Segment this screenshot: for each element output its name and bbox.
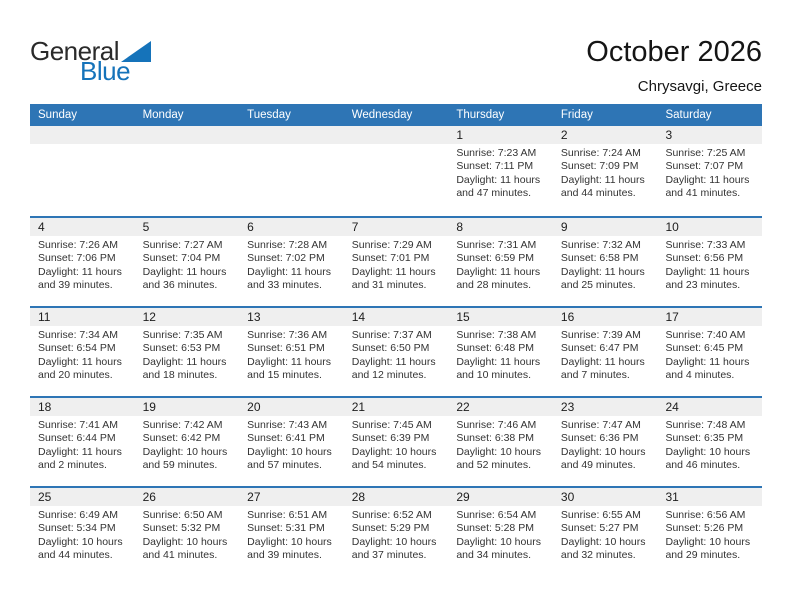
day-number-band xyxy=(657,126,762,144)
detail-line: Daylight: 11 hours xyxy=(38,355,122,368)
detail-line: and 41 minutes. xyxy=(665,187,741,200)
day-number: 28 xyxy=(351,490,366,504)
day-number-band xyxy=(239,398,344,416)
day-number-band xyxy=(448,398,553,416)
detail-line: Daylight: 11 hours xyxy=(142,355,227,368)
day-cell-22[interactable] xyxy=(448,398,553,486)
detail-line: and 44 minutes. xyxy=(560,187,636,200)
day-cell-19[interactable] xyxy=(135,398,240,486)
day-number-band xyxy=(30,218,135,236)
detail-line: and 2 minutes. xyxy=(38,459,107,472)
day-number: 12 xyxy=(142,310,156,324)
day-cell-10[interactable] xyxy=(657,218,762,306)
day-number-band xyxy=(448,126,553,144)
day-details xyxy=(135,236,240,293)
day-number: 6 xyxy=(247,220,254,234)
page-title: October 2026 xyxy=(586,36,762,68)
day-cell-8[interactable] xyxy=(448,218,553,306)
day-details xyxy=(135,144,240,147)
detail-line: and 18 minutes. xyxy=(142,369,218,382)
day-number-band xyxy=(657,308,762,326)
detail-line: Sunset: 7:01 PM xyxy=(351,252,430,265)
detail-line: Daylight: 10 hours xyxy=(665,445,751,458)
day-cell-23[interactable] xyxy=(553,398,658,486)
day-details xyxy=(657,144,762,201)
detail-line: and 15 minutes. xyxy=(247,369,322,382)
day-number: 1 xyxy=(456,128,463,142)
day-number: 23 xyxy=(560,400,575,414)
detail-line: and 33 minutes. xyxy=(247,279,322,292)
detail-line: Daylight: 10 hours xyxy=(456,445,541,458)
detail-line: Sunset: 5:27 PM xyxy=(560,522,639,535)
day-number-band xyxy=(657,488,762,506)
day-details xyxy=(30,236,135,293)
day-cell-24[interactable] xyxy=(657,398,762,486)
detail-line: and 34 minutes. xyxy=(456,549,532,562)
detail-line: Daylight: 11 hours xyxy=(142,265,227,278)
detail-line: Sunset: 6:54 PM xyxy=(38,342,116,355)
detail-line: Sunrise: 6:54 AM xyxy=(456,509,537,521)
day-number: 26 xyxy=(142,490,156,504)
day-number-band xyxy=(344,488,449,506)
detail-line: Sunset: 5:26 PM xyxy=(665,522,744,535)
day-cell-29[interactable] xyxy=(448,488,553,576)
detail-line: Sunset: 5:32 PM xyxy=(142,522,221,535)
day-number: 24 xyxy=(665,400,679,414)
day-cell-12[interactable] xyxy=(135,308,240,396)
detail-line: and 29 minutes. xyxy=(665,549,741,562)
day-number: 22 xyxy=(456,400,470,414)
detail-line: Sunrise: 7:28 AM xyxy=(247,239,328,251)
detail-line: Daylight: 11 hours xyxy=(456,355,541,368)
weeks-container xyxy=(30,126,762,576)
detail-line: Daylight: 11 hours xyxy=(560,265,645,278)
detail-line: Sunrise: 7:42 AM xyxy=(142,419,223,431)
day-details xyxy=(657,236,762,293)
detail-line: Sunset: 7:06 PM xyxy=(38,252,116,265)
day-details xyxy=(239,326,344,383)
day-details xyxy=(344,416,449,473)
detail-line: Sunrise: 7:41 AM xyxy=(38,419,118,431)
detail-line: Daylight: 10 hours xyxy=(247,535,332,548)
day-number-band xyxy=(448,488,553,506)
week-row xyxy=(30,306,762,396)
day-cell-21[interactable] xyxy=(344,398,449,486)
detail-line: Sunset: 6:56 PM xyxy=(665,252,744,265)
detail-line: Daylight: 11 hours xyxy=(665,355,750,368)
weekday-header-sunday: Sunday xyxy=(38,109,78,121)
day-number: 29 xyxy=(456,490,470,504)
day-details xyxy=(135,326,240,383)
day-number: 14 xyxy=(351,310,366,324)
detail-line: and 28 minutes. xyxy=(456,279,532,292)
day-details xyxy=(657,326,762,383)
day-number-band xyxy=(135,126,240,144)
day-details xyxy=(239,416,344,473)
day-details xyxy=(344,506,449,563)
day-number: 13 xyxy=(247,310,261,324)
detail-line: Daylight: 10 hours xyxy=(665,535,751,548)
weekday-header-monday: Monday xyxy=(142,109,184,121)
detail-line: Sunset: 6:48 PM xyxy=(456,342,534,355)
detail-line: and 32 minutes. xyxy=(560,549,636,562)
day-details xyxy=(344,144,449,147)
day-number: 19 xyxy=(142,400,156,414)
day-details xyxy=(239,506,344,563)
detail-line: Daylight: 10 hours xyxy=(142,445,228,458)
day-details xyxy=(344,236,449,293)
day-details xyxy=(239,236,344,293)
empty-day-cell xyxy=(135,126,240,216)
day-details xyxy=(30,144,135,147)
day-cell-9[interactable] xyxy=(553,218,658,306)
detail-line: Daylight: 11 hours xyxy=(560,173,645,186)
detail-line: and 47 minutes. xyxy=(456,187,532,200)
day-number: 30 xyxy=(560,490,575,504)
detail-line: Sunrise: 7:23 AM xyxy=(456,147,537,159)
calendar-table xyxy=(30,104,762,576)
day-number: 3 xyxy=(665,128,673,142)
detail-line: and 46 minutes. xyxy=(665,459,741,472)
day-details xyxy=(448,236,553,293)
detail-line: Sunrise: 7:39 AM xyxy=(560,329,641,341)
day-number-band xyxy=(135,308,240,326)
detail-line: Sunrise: 7:32 AM xyxy=(560,239,641,251)
day-details xyxy=(553,326,658,383)
day-details xyxy=(657,416,762,473)
page-subtitle: Chrysavgi, Greece xyxy=(637,78,762,95)
day-details xyxy=(553,416,658,473)
day-cell-17[interactable] xyxy=(657,308,762,396)
day-number-band xyxy=(657,218,762,236)
weekday-header-wednesday: Wednesday xyxy=(351,109,413,121)
day-number-band xyxy=(239,488,344,506)
day-details xyxy=(448,506,553,563)
detail-line: and 23 minutes. xyxy=(665,279,741,292)
logo-text-blue: Blue xyxy=(80,56,131,86)
detail-line: Daylight: 11 hours xyxy=(247,355,332,368)
detail-line: Sunset: 7:09 PM xyxy=(560,160,639,173)
detail-line: Sunrise: 7:38 AM xyxy=(456,329,537,341)
detail-line: Daylight: 11 hours xyxy=(456,173,541,186)
detail-line: and 39 minutes. xyxy=(38,279,113,292)
day-number: 10 xyxy=(665,220,679,234)
day-details xyxy=(448,416,553,473)
detail-line: Sunrise: 6:56 AM xyxy=(665,509,746,521)
day-number-band xyxy=(657,398,762,416)
detail-line: Daylight: 10 hours xyxy=(351,535,437,548)
detail-line: and 25 minutes. xyxy=(560,279,636,292)
detail-line: Sunrise: 7:24 AM xyxy=(560,147,641,159)
day-number-band xyxy=(448,218,553,236)
detail-line: Sunrise: 6:50 AM xyxy=(142,509,223,521)
detail-line: Sunset: 6:42 PM xyxy=(142,432,221,445)
detail-line: and 41 minutes. xyxy=(142,549,218,562)
day-cell-6[interactable] xyxy=(239,218,344,306)
weekday-header-saturday: Saturday xyxy=(665,109,712,121)
day-cell-5[interactable] xyxy=(135,218,240,306)
day-number-band xyxy=(448,308,553,326)
day-cell-27[interactable] xyxy=(239,488,344,576)
day-number-band xyxy=(239,218,344,236)
day-cell-3[interactable] xyxy=(657,126,762,216)
detail-line: Sunset: 6:38 PM xyxy=(456,432,534,445)
detail-line: Daylight: 10 hours xyxy=(560,445,646,458)
detail-line: Daylight: 11 hours xyxy=(665,265,750,278)
week-row xyxy=(30,126,762,216)
day-number: 8 xyxy=(456,220,463,234)
day-number: 17 xyxy=(665,310,679,324)
day-number: 27 xyxy=(247,490,261,504)
week-row xyxy=(30,396,762,486)
detail-line: Daylight: 11 hours xyxy=(247,265,332,278)
detail-line: Sunset: 6:36 PM xyxy=(560,432,639,445)
detail-line: Sunset: 5:29 PM xyxy=(351,522,430,535)
logo-text-general: General xyxy=(30,36,119,66)
day-number: 5 xyxy=(142,220,150,234)
detail-line: Daylight: 10 hours xyxy=(247,445,332,458)
detail-line: and 20 minutes. xyxy=(38,369,113,382)
day-cell-30[interactable] xyxy=(553,488,658,576)
day-number: 4 xyxy=(38,220,45,234)
day-number-band xyxy=(344,218,449,236)
day-details xyxy=(239,144,344,147)
detail-line: Daylight: 10 hours xyxy=(142,535,228,548)
detail-line: and 54 minutes. xyxy=(351,459,427,472)
detail-line: and 49 minutes. xyxy=(560,459,636,472)
day-cell-31[interactable] xyxy=(657,488,762,576)
detail-line: Sunrise: 7:29 AM xyxy=(351,239,432,251)
detail-line: Sunset: 6:39 PM xyxy=(351,432,430,445)
detail-line: Sunset: 5:34 PM xyxy=(38,522,116,535)
detail-line: and 59 minutes. xyxy=(142,459,218,472)
detail-line: Daylight: 10 hours xyxy=(38,535,123,548)
day-details xyxy=(553,506,658,563)
general-blue-logo xyxy=(30,38,151,84)
day-cell-4[interactable] xyxy=(30,218,135,306)
day-cell-18[interactable] xyxy=(30,398,135,486)
detail-line: Sunset: 6:51 PM xyxy=(247,342,325,355)
day-number: 7 xyxy=(351,220,359,234)
detail-line: Daylight: 11 hours xyxy=(38,265,122,278)
detail-line: Sunrise: 6:51 AM xyxy=(247,509,328,521)
day-cell-1[interactable] xyxy=(448,126,553,216)
day-number: 2 xyxy=(560,128,568,142)
day-details xyxy=(135,416,240,473)
day-details xyxy=(344,326,449,383)
day-number-band xyxy=(135,218,240,236)
day-details xyxy=(135,506,240,563)
day-cell-28[interactable] xyxy=(344,488,449,576)
detail-line: Sunrise: 7:47 AM xyxy=(560,419,641,431)
day-cell-7[interactable] xyxy=(344,218,449,306)
detail-line: Sunset: 6:45 PM xyxy=(665,342,744,355)
detail-line: Sunset: 7:11 PM xyxy=(456,160,534,173)
day-cell-20[interactable] xyxy=(239,398,344,486)
day-number-band xyxy=(553,126,658,144)
detail-line: and 37 minutes. xyxy=(351,549,427,562)
detail-line: Sunset: 7:02 PM xyxy=(247,252,325,265)
day-cell-15[interactable] xyxy=(448,308,553,396)
day-number-band xyxy=(30,398,135,416)
day-number-band xyxy=(30,488,135,506)
detail-line: Sunset: 5:28 PM xyxy=(456,522,534,535)
detail-line: and 44 minutes. xyxy=(38,549,113,562)
detail-line: Sunrise: 7:35 AM xyxy=(142,329,223,341)
day-number-band xyxy=(553,398,658,416)
day-details xyxy=(30,506,135,563)
day-number: 18 xyxy=(38,400,52,414)
detail-line: Daylight: 10 hours xyxy=(456,535,541,548)
detail-line: Sunset: 6:41 PM xyxy=(247,432,325,445)
detail-line: and 36 minutes. xyxy=(142,279,218,292)
detail-line: Sunrise: 7:33 AM xyxy=(665,239,746,251)
detail-line: Daylight: 10 hours xyxy=(560,535,646,548)
day-cell-14[interactable] xyxy=(344,308,449,396)
week-row xyxy=(30,216,762,306)
day-cell-25[interactable] xyxy=(30,488,135,576)
detail-line: Sunrise: 7:45 AM xyxy=(351,419,432,431)
detail-line: Sunrise: 7:25 AM xyxy=(665,147,746,159)
day-number-band xyxy=(344,398,449,416)
detail-line: Sunset: 6:53 PM xyxy=(142,342,221,355)
detail-line: and 10 minutes. xyxy=(456,369,532,382)
day-cell-26[interactable] xyxy=(135,488,240,576)
day-cell-11[interactable] xyxy=(30,308,135,396)
title-block xyxy=(586,36,762,95)
detail-line: Sunrise: 6:55 AM xyxy=(560,509,641,521)
detail-line: Sunrise: 7:48 AM xyxy=(665,419,746,431)
detail-line: Sunrise: 7:46 AM xyxy=(456,419,537,431)
detail-line: Sunset: 6:50 PM xyxy=(351,342,430,355)
detail-line: Daylight: 11 hours xyxy=(665,173,750,186)
day-number: 21 xyxy=(351,400,366,414)
detail-line: Sunset: 5:31 PM xyxy=(247,522,325,535)
day-details xyxy=(553,144,658,201)
day-number-band xyxy=(344,126,449,144)
detail-line: Daylight: 11 hours xyxy=(560,355,645,368)
detail-line: Sunset: 7:07 PM xyxy=(665,160,744,173)
day-details xyxy=(448,144,553,201)
day-number: 31 xyxy=(665,490,679,504)
empty-day-cell xyxy=(239,126,344,216)
day-details xyxy=(30,416,135,473)
day-number: 16 xyxy=(560,310,575,324)
day-number-band xyxy=(30,308,135,326)
detail-line: Sunset: 6:35 PM xyxy=(665,432,744,445)
detail-line: Sunrise: 7:27 AM xyxy=(142,239,223,251)
day-cell-13[interactable] xyxy=(239,308,344,396)
day-number-band xyxy=(135,488,240,506)
day-cell-2[interactable] xyxy=(553,126,658,216)
day-details xyxy=(30,326,135,383)
detail-line: Sunrise: 6:49 AM xyxy=(38,509,118,521)
detail-line: Daylight: 10 hours xyxy=(351,445,437,458)
detail-line: and 39 minutes. xyxy=(247,549,322,562)
weekday-header-friday: Friday xyxy=(560,109,593,121)
day-number-band xyxy=(239,126,344,144)
detail-line: Sunset: 6:59 PM xyxy=(456,252,534,265)
detail-line: Sunrise: 7:34 AM xyxy=(38,329,118,341)
weekday-header-row xyxy=(30,104,762,126)
weekday-header-thursday: Thursday xyxy=(456,109,505,121)
empty-day-cell xyxy=(30,126,135,216)
week-row xyxy=(30,486,762,576)
detail-line: Sunrise: 6:52 AM xyxy=(351,509,432,521)
detail-line: Daylight: 11 hours xyxy=(351,355,436,368)
detail-line: Daylight: 11 hours xyxy=(38,445,122,458)
detail-line: Sunset: 6:47 PM xyxy=(560,342,639,355)
day-details xyxy=(553,236,658,293)
day-number: 25 xyxy=(38,490,52,504)
detail-line: Sunset: 6:44 PM xyxy=(38,432,116,445)
day-number-band xyxy=(30,126,135,144)
day-number-band xyxy=(344,308,449,326)
day-cell-16[interactable] xyxy=(553,308,658,396)
day-number: 9 xyxy=(560,220,568,234)
day-number: 15 xyxy=(456,310,470,324)
day-number-band xyxy=(553,308,658,326)
day-number: 11 xyxy=(38,310,51,324)
detail-line: and 7 minutes. xyxy=(560,369,630,382)
detail-line: and 12 minutes. xyxy=(351,369,427,382)
detail-line: Daylight: 11 hours xyxy=(351,265,436,278)
day-details xyxy=(448,326,553,383)
day-number: 20 xyxy=(247,400,261,414)
detail-line: Sunrise: 7:36 AM xyxy=(247,329,328,341)
detail-line: Sunrise: 7:26 AM xyxy=(38,239,118,251)
empty-day-cell xyxy=(344,126,449,216)
day-number-band xyxy=(553,218,658,236)
detail-line: Sunrise: 7:31 AM xyxy=(456,239,537,251)
day-number-band xyxy=(135,398,240,416)
detail-line: Sunrise: 7:40 AM xyxy=(665,329,746,341)
detail-line: Sunrise: 7:37 AM xyxy=(351,329,432,341)
detail-line: Daylight: 11 hours xyxy=(456,265,541,278)
detail-line: and 31 minutes. xyxy=(351,279,427,292)
weekday-header-tuesday: Tuesday xyxy=(247,109,291,121)
detail-line: Sunset: 6:58 PM xyxy=(560,252,639,265)
day-number-band xyxy=(553,488,658,506)
detail-line: and 52 minutes. xyxy=(456,459,532,472)
detail-line: and 4 minutes. xyxy=(665,369,735,382)
day-details xyxy=(657,506,762,563)
detail-line: Sunrise: 7:43 AM xyxy=(247,419,328,431)
detail-line: Sunset: 7:04 PM xyxy=(142,252,221,265)
detail-line: and 57 minutes. xyxy=(247,459,322,472)
day-number-band xyxy=(239,308,344,326)
